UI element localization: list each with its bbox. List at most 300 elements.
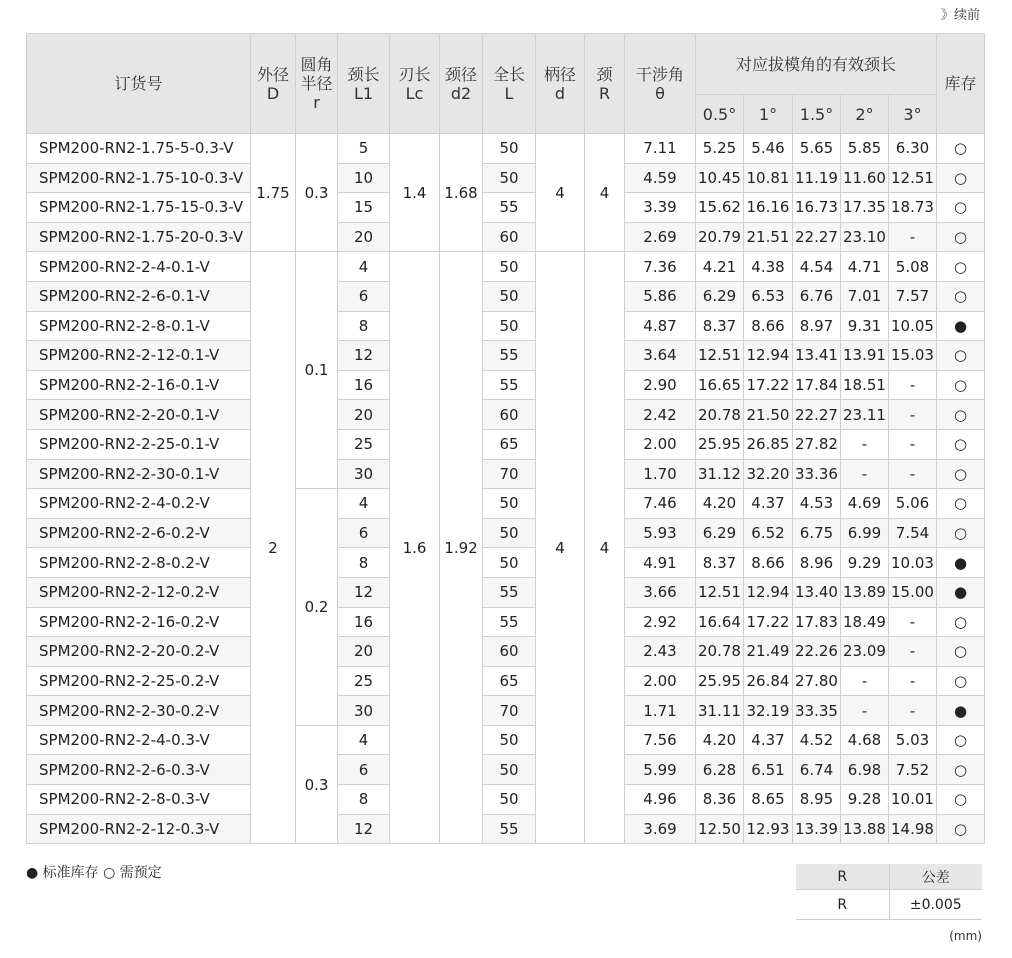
interference-angle-cell: 7.11	[625, 134, 696, 164]
effective-length-cell: 8.66	[744, 548, 793, 578]
header-R: 颈 R	[585, 34, 625, 134]
effective-length-cell: 13.89	[841, 577, 889, 607]
overall-length-cell: 50	[483, 548, 536, 578]
interference-angle-cell: 2.00	[625, 429, 696, 459]
effective-length-cell: 25.95	[696, 666, 744, 696]
effective-length-cell: 6.52	[744, 518, 793, 548]
table-row	[27, 311, 985, 341]
effective-length-cell: 12.94	[744, 341, 793, 371]
effective-length-cell: -	[889, 459, 937, 489]
stock-mark: ●	[937, 548, 985, 578]
stock-mark: ○	[937, 785, 985, 815]
order-code: SPM200-RN2-2-16-0.2-V	[27, 607, 251, 637]
order-code: SPM200-RN2-2-4-0.1-V	[27, 252, 251, 282]
effective-length-cell: 22.26	[793, 637, 841, 667]
stock-mark: ○	[937, 163, 985, 193]
overall-length-cell: 55	[483, 607, 536, 637]
effective-length-cell: 33.36	[793, 459, 841, 489]
cutting-length-cell: 1.4	[390, 134, 440, 252]
tolerance-header-value: 公差	[889, 864, 982, 890]
header-r: 圆角 半径 r	[296, 34, 338, 134]
order-code: SPM200-RN2-2-16-0.1-V	[27, 370, 251, 400]
outer-diameter-cell: 2	[251, 252, 296, 844]
order-code: SPM200-RN2-2-6-0.2-V	[27, 518, 251, 548]
shank-diameter-cell: 4	[536, 134, 585, 252]
effective-length-cell: 32.19	[744, 696, 793, 726]
effective-length-cell: 20.79	[696, 222, 744, 252]
effective-length-cell: 13.41	[793, 341, 841, 371]
interference-angle-cell: 3.39	[625, 193, 696, 223]
table-row	[27, 518, 985, 548]
neck-diameter-cell: 1.68	[440, 134, 483, 252]
effective-length-cell: 27.82	[793, 429, 841, 459]
effective-length-cell: 25.95	[696, 429, 744, 459]
effective-length-cell: 7.01	[841, 281, 889, 311]
effective-length-cell: -	[889, 429, 937, 459]
header-angle: 1°	[744, 95, 793, 134]
effective-length-cell: 6.29	[696, 281, 744, 311]
effective-length-cell: 9.31	[841, 311, 889, 341]
effective-length-cell: -	[889, 400, 937, 430]
effective-length-cell: 4.38	[744, 252, 793, 282]
neck-length-cell: 16	[338, 370, 390, 400]
effective-length-cell: 31.12	[696, 459, 744, 489]
interference-angle-cell: 1.71	[625, 696, 696, 726]
neck-r-cell: 4	[585, 134, 625, 252]
effective-length-cell: -	[889, 607, 937, 637]
effective-length-cell: 9.28	[841, 785, 889, 815]
effective-length-cell: 12.94	[744, 577, 793, 607]
overall-length-cell: 55	[483, 193, 536, 223]
interference-angle-cell: 2.00	[625, 666, 696, 696]
effective-length-cell: 20.78	[696, 637, 744, 667]
header-effective-length: 对应拔模角的有效颈长	[696, 34, 937, 95]
effective-length-cell: 4.71	[841, 252, 889, 282]
stock-mark: ○	[937, 252, 985, 282]
interference-angle-cell: 5.93	[625, 518, 696, 548]
interference-angle-cell: 2.90	[625, 370, 696, 400]
table-row	[27, 489, 985, 519]
effective-length-cell: 16.65	[696, 370, 744, 400]
overall-length-cell: 60	[483, 400, 536, 430]
effective-length-cell: 11.19	[793, 163, 841, 193]
neck-length-cell: 8	[338, 311, 390, 341]
overall-length-cell: 55	[483, 814, 536, 844]
outer-diameter-cell: 1.75	[251, 134, 296, 252]
stock-mark: ●	[937, 577, 985, 607]
header-angle: 0.5°	[696, 95, 744, 134]
table-row	[27, 400, 985, 430]
stock-mark: ○	[937, 429, 985, 459]
order-code: SPM200-RN2-2-8-0.3-V	[27, 785, 251, 815]
neck-length-cell: 4	[338, 252, 390, 282]
overall-length-cell: 50	[483, 489, 536, 519]
effective-length-cell: 8.66	[744, 311, 793, 341]
neck-r-cell: 4	[585, 252, 625, 844]
neck-length-cell: 30	[338, 459, 390, 489]
effective-length-cell: 6.53	[744, 281, 793, 311]
neck-length-cell: 25	[338, 429, 390, 459]
corner-radius-cell: 0.1	[296, 252, 338, 489]
overall-length-cell: 55	[483, 370, 536, 400]
effective-length-cell: 17.83	[793, 607, 841, 637]
overall-length-cell: 50	[483, 518, 536, 548]
interference-angle-cell: 7.46	[625, 489, 696, 519]
interference-angle-cell: 3.64	[625, 341, 696, 371]
effective-length-cell: 26.84	[744, 666, 793, 696]
header-code: 订货号	[27, 34, 251, 134]
neck-length-cell: 30	[338, 696, 390, 726]
interference-angle-cell: 1.70	[625, 459, 696, 489]
header-L: 全长 L	[483, 34, 536, 134]
effective-length-cell: 26.85	[744, 429, 793, 459]
stock-mark: ○	[937, 281, 985, 311]
table-row	[27, 193, 985, 223]
effective-length-cell: 11.60	[841, 163, 889, 193]
effective-length-cell: -	[841, 696, 889, 726]
effective-length-cell: 15.62	[696, 193, 744, 223]
overall-length-cell: 60	[483, 222, 536, 252]
table-row	[27, 459, 985, 489]
effective-length-cell: 4.69	[841, 489, 889, 519]
effective-length-cell: 10.45	[696, 163, 744, 193]
interference-angle-cell: 4.96	[625, 785, 696, 815]
effective-length-cell: 5.06	[889, 489, 937, 519]
interference-angle-cell: 4.91	[625, 548, 696, 578]
overall-length-cell: 70	[483, 459, 536, 489]
effective-length-cell: 20.78	[696, 400, 744, 430]
overall-length-cell: 50	[483, 311, 536, 341]
table-row	[27, 607, 985, 637]
stock-mark: ○	[937, 666, 985, 696]
neck-length-cell: 20	[338, 400, 390, 430]
effective-length-cell: 6.29	[696, 518, 744, 548]
effective-length-cell: 17.84	[793, 370, 841, 400]
header-theta: 干涉角 θ	[625, 34, 696, 134]
table-row	[27, 134, 985, 164]
effective-length-cell: 8.37	[696, 311, 744, 341]
stock-mark: ●	[937, 696, 985, 726]
header-stock: 库存	[937, 34, 985, 134]
effective-length-cell: 13.88	[841, 814, 889, 844]
neck-length-cell: 16	[338, 607, 390, 637]
interference-angle-cell: 2.42	[625, 400, 696, 430]
effective-length-cell: 12.51	[889, 163, 937, 193]
shank-diameter-cell: 4	[536, 252, 585, 844]
effective-length-cell: 12.50	[696, 814, 744, 844]
header-angle: 1.5°	[793, 95, 841, 134]
effective-length-cell: 7.54	[889, 518, 937, 548]
table-row	[27, 637, 985, 667]
stock-mark: ●	[937, 311, 985, 341]
effective-length-cell: 5.85	[841, 134, 889, 164]
effective-length-cell: 6.74	[793, 755, 841, 785]
effective-length-cell: 22.27	[793, 222, 841, 252]
order-code: SPM200-RN2-2-6-0.3-V	[27, 755, 251, 785]
corner-radius-cell: 0.3	[296, 725, 338, 843]
effective-length-cell: 12.51	[696, 341, 744, 371]
order-code: SPM200-RN2-2-20-0.1-V	[27, 400, 251, 430]
neck-length-cell: 12	[338, 814, 390, 844]
header-d2: 颈径 d2	[440, 34, 483, 134]
overall-length-cell: 65	[483, 666, 536, 696]
effective-length-cell: 22.27	[793, 400, 841, 430]
interference-angle-cell: 3.69	[625, 814, 696, 844]
interference-angle-cell: 4.59	[625, 163, 696, 193]
effective-length-cell: -	[889, 696, 937, 726]
effective-length-cell: 10.81	[744, 163, 793, 193]
table-row	[27, 222, 985, 252]
neck-length-cell: 25	[338, 666, 390, 696]
order-code: SPM200-RN2-2-8-0.2-V	[27, 548, 251, 578]
neck-length-cell: 12	[338, 577, 390, 607]
effective-length-cell: 32.20	[744, 459, 793, 489]
stock-mark: ○	[937, 400, 985, 430]
table-row	[27, 577, 985, 607]
table-row	[27, 785, 985, 815]
effective-length-cell: 12.51	[696, 577, 744, 607]
order-code: SPM200-RN2-2-30-0.2-V	[27, 696, 251, 726]
overall-length-cell: 60	[483, 637, 536, 667]
effective-length-cell: 5.03	[889, 725, 937, 755]
effective-length-cell: 31.11	[696, 696, 744, 726]
neck-length-cell: 6	[338, 518, 390, 548]
tolerance-table	[796, 864, 982, 920]
effective-length-cell: 5.08	[889, 252, 937, 282]
effective-length-cell: 8.36	[696, 785, 744, 815]
neck-length-cell: 15	[338, 193, 390, 223]
tolerance-header-r: R	[796, 864, 889, 890]
effective-length-cell: 17.22	[744, 607, 793, 637]
overall-length-cell: 55	[483, 577, 536, 607]
cutting-length-cell: 1.6	[390, 252, 440, 844]
neck-length-cell: 6	[338, 755, 390, 785]
table-row	[27, 429, 985, 459]
interference-angle-cell: 3.66	[625, 577, 696, 607]
effective-length-cell: 15.03	[889, 341, 937, 371]
effective-length-cell: 17.35	[841, 193, 889, 223]
stock-mark: ○	[937, 222, 985, 252]
table-row	[27, 163, 985, 193]
interference-angle-cell: 2.43	[625, 637, 696, 667]
order-code: SPM200-RN2-2-25-0.1-V	[27, 429, 251, 459]
order-code: SPM200-RN2-1.75-15-0.3-V	[27, 193, 251, 223]
header-L1: 颈长 L1	[338, 34, 390, 134]
stock-mark: ○	[937, 459, 985, 489]
header-Lc: 刃长 Lc	[390, 34, 440, 134]
neck-length-cell: 4	[338, 725, 390, 755]
effective-length-cell: -	[889, 637, 937, 667]
interference-angle-cell: 5.99	[625, 755, 696, 785]
effective-length-cell: 4.54	[793, 252, 841, 282]
effective-length-cell: 5.25	[696, 134, 744, 164]
stock-mark: ○	[937, 607, 985, 637]
effective-length-cell: 6.30	[889, 134, 937, 164]
effective-length-cell: -	[889, 222, 937, 252]
effective-length-cell: 10.03	[889, 548, 937, 578]
overall-length-cell: 50	[483, 281, 536, 311]
overall-length-cell: 50	[483, 755, 536, 785]
effective-length-cell: 6.98	[841, 755, 889, 785]
order-code: SPM200-RN2-2-8-0.1-V	[27, 311, 251, 341]
neck-length-cell: 10	[338, 163, 390, 193]
table-body	[27, 134, 985, 844]
order-code: SPM200-RN2-2-20-0.2-V	[27, 637, 251, 667]
table-row	[27, 725, 985, 755]
effective-length-cell: 6.28	[696, 755, 744, 785]
interference-angle-cell: 2.69	[625, 222, 696, 252]
effective-length-cell: 7.52	[889, 755, 937, 785]
effective-length-cell: 6.51	[744, 755, 793, 785]
effective-length-cell: 18.49	[841, 607, 889, 637]
stock-mark: ○	[937, 489, 985, 519]
effective-length-cell: 21.50	[744, 400, 793, 430]
overall-length-cell: 50	[483, 725, 536, 755]
neck-length-cell: 5	[338, 134, 390, 164]
effective-length-cell: 13.91	[841, 341, 889, 371]
effective-length-cell: 23.10	[841, 222, 889, 252]
effective-length-cell: 23.11	[841, 400, 889, 430]
effective-length-cell: 23.09	[841, 637, 889, 667]
effective-length-cell: 6.75	[793, 518, 841, 548]
overall-length-cell: 50	[483, 252, 536, 282]
effective-length-cell: 4.53	[793, 489, 841, 519]
effective-length-cell: 5.65	[793, 134, 841, 164]
neck-length-cell: 8	[338, 785, 390, 815]
neck-length-cell: 4	[338, 489, 390, 519]
interference-angle-cell: 4.87	[625, 311, 696, 341]
continued-label: 》续前	[940, 8, 980, 23]
stock-mark: ○	[937, 725, 985, 755]
effective-length-cell: 4.20	[696, 489, 744, 519]
stock-legend: ● 标准库存 ○ 需预定	[26, 865, 162, 881]
effective-length-cell: 9.29	[841, 548, 889, 578]
effective-length-cell: 16.16	[744, 193, 793, 223]
table-row	[27, 281, 985, 311]
interference-angle-cell: 7.56	[625, 725, 696, 755]
effective-length-cell: -	[841, 666, 889, 696]
effective-length-cell: 4.68	[841, 725, 889, 755]
order-code: SPM200-RN2-2-12-0.1-V	[27, 341, 251, 371]
effective-length-cell: 8.37	[696, 548, 744, 578]
effective-length-cell: -	[841, 459, 889, 489]
neck-length-cell: 12	[338, 341, 390, 371]
effective-length-cell: 6.76	[793, 281, 841, 311]
effective-length-cell: 12.93	[744, 814, 793, 844]
effective-length-cell: 10.01	[889, 785, 937, 815]
stock-mark: ○	[937, 518, 985, 548]
effective-length-cell: 6.99	[841, 518, 889, 548]
table-row	[27, 252, 985, 282]
overall-length-cell: 70	[483, 696, 536, 726]
corner-radius-cell: 0.2	[296, 489, 338, 726]
effective-length-cell: 4.20	[696, 725, 744, 755]
neck-length-cell: 8	[338, 548, 390, 578]
product-table	[26, 33, 985, 844]
stock-mark: ○	[937, 370, 985, 400]
effective-length-cell: 4.37	[744, 725, 793, 755]
table-row	[27, 696, 985, 726]
interference-angle-cell: 2.92	[625, 607, 696, 637]
unit-label: (mm)	[949, 929, 982, 943]
effective-length-cell: 5.46	[744, 134, 793, 164]
effective-length-cell: 14.98	[889, 814, 937, 844]
order-code: SPM200-RN2-2-4-0.3-V	[27, 725, 251, 755]
effective-length-cell: 15.00	[889, 577, 937, 607]
header-angle: 3°	[889, 95, 937, 134]
order-code: SPM200-RN2-2-30-0.1-V	[27, 459, 251, 489]
overall-length-cell: 50	[483, 785, 536, 815]
neck-length-cell: 20	[338, 222, 390, 252]
effective-length-cell: 7.57	[889, 281, 937, 311]
table-row	[27, 341, 985, 371]
effective-length-cell: 8.95	[793, 785, 841, 815]
effective-length-cell: 16.64	[696, 607, 744, 637]
effective-length-cell: 33.35	[793, 696, 841, 726]
effective-length-cell: 4.52	[793, 725, 841, 755]
header-angle: 2°	[841, 95, 889, 134]
order-code: SPM200-RN2-1.75-10-0.3-V	[27, 163, 251, 193]
order-code: SPM200-RN2-2-6-0.1-V	[27, 281, 251, 311]
effective-length-cell: 10.05	[889, 311, 937, 341]
effective-length-cell: 8.96	[793, 548, 841, 578]
effective-length-cell: 18.73	[889, 193, 937, 223]
table-row	[27, 755, 985, 785]
effective-length-cell: 27.80	[793, 666, 841, 696]
tolerance-cell-value: ±0.005	[889, 890, 982, 920]
overall-length-cell: 65	[483, 429, 536, 459]
neck-length-cell: 20	[338, 637, 390, 667]
effective-length-cell: 8.97	[793, 311, 841, 341]
table-row	[27, 814, 985, 844]
effective-length-cell: 16.73	[793, 193, 841, 223]
effective-length-cell: -	[889, 666, 937, 696]
header-D: 外径 D	[251, 34, 296, 134]
overall-length-cell: 50	[483, 163, 536, 193]
effective-length-cell: 8.65	[744, 785, 793, 815]
order-code: SPM200-RN2-1.75-5-0.3-V	[27, 134, 251, 164]
table-row	[27, 370, 985, 400]
order-code: SPM200-RN2-2-25-0.2-V	[27, 666, 251, 696]
neck-length-cell: 6	[338, 281, 390, 311]
effective-length-cell: 21.51	[744, 222, 793, 252]
effective-length-cell: 13.39	[793, 814, 841, 844]
header-d: 柄径 d	[536, 34, 585, 134]
stock-mark: ○	[937, 755, 985, 785]
tolerance-cell-r: R	[796, 890, 889, 920]
order-code: SPM200-RN2-2-12-0.2-V	[27, 577, 251, 607]
order-code: SPM200-RN2-2-12-0.3-V	[27, 814, 251, 844]
order-code: SPM200-RN2-1.75-20-0.3-V	[27, 222, 251, 252]
table-row	[27, 666, 985, 696]
effective-length-cell: 4.37	[744, 489, 793, 519]
effective-length-cell: 17.22	[744, 370, 793, 400]
stock-mark: ○	[937, 193, 985, 223]
interference-angle-cell: 7.36	[625, 252, 696, 282]
effective-length-cell: 21.49	[744, 637, 793, 667]
stock-mark: ○	[937, 134, 985, 164]
table-row	[27, 548, 985, 578]
stock-mark: ○	[937, 341, 985, 371]
corner-radius-cell: 0.3	[296, 134, 338, 252]
effective-length-cell: -	[889, 370, 937, 400]
effective-length-cell: 13.40	[793, 577, 841, 607]
neck-diameter-cell: 1.92	[440, 252, 483, 844]
stock-mark: ○	[937, 637, 985, 667]
stock-mark: ○	[937, 814, 985, 844]
effective-length-cell: 18.51	[841, 370, 889, 400]
effective-length-cell: -	[841, 429, 889, 459]
